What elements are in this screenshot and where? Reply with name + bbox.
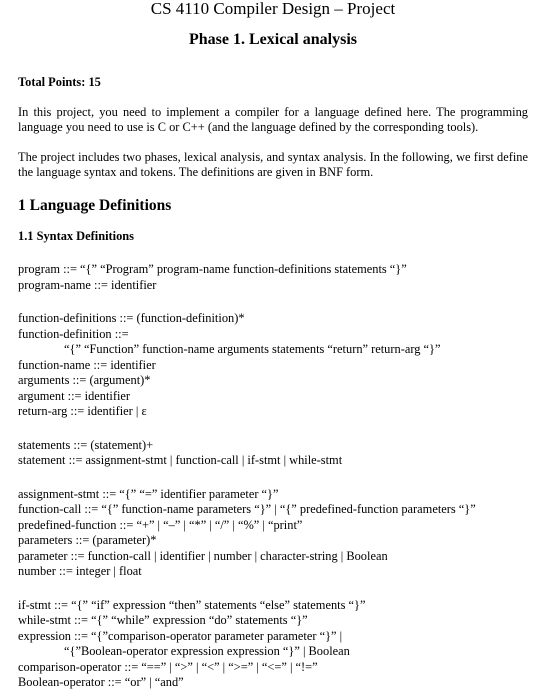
course-title: CS 4110 Compiler Design – Project — [150, 0, 396, 18]
grammar-rule: statements ::= (statement)+ — [18, 437, 154, 452]
grammar-program-group — [18, 262, 528, 293]
grammar-rule: function-name ::= identifier — [18, 357, 156, 372]
grammar-rule: program ::= “{” “Program” program-name function-definitions statements “}” — [18, 262, 407, 276]
subsection-heading: 1.1 Syntax Definitions — [18, 228, 135, 243]
grammar-control-group — [18, 598, 528, 691]
total-points: Total Points: 15 — [18, 75, 101, 89]
grammar-rule: argument ::= identifier — [18, 388, 131, 403]
grammar-rule: function-definitions ::= (function-definition)* — [18, 311, 245, 325]
grammar-rule: function-call ::= “{” function-name parameters “}” | “{” predefined-function parameters “}” — [18, 502, 476, 516]
grammar-rule: arguments ::= (argument)* — [18, 373, 151, 387]
grammar-rule: comparison-operator ::= “==” | “>” | “<” | “>=” | “<=” | “!=” — [18, 659, 318, 674]
grammar-rule: parameter ::= function-call | identifier | number | character-string | Boolean — [18, 548, 388, 563]
grammar-rule: program-name ::= identifier — [18, 277, 157, 292]
grammar-rule: Boolean-operator ::= “or” | “and” — [18, 675, 184, 689]
grammar-rule: expression ::= “{”comparison-operator parameter parameter “}” | — [18, 628, 343, 643]
grammar-statements-group — [18, 438, 528, 469]
phase-title: Phase 1. Lexical analysis — [188, 31, 357, 48]
grammar-assignment-group — [18, 487, 528, 580]
grammar-function-group — [18, 311, 528, 420]
grammar-rule: number ::= integer | float — [18, 564, 142, 578]
grammar-rule-continuation: “{” “Function” function-name arguments statements “return” return-arg “}” — [64, 342, 441, 356]
grammar-rule-continuation: “{”Boolean-operator expression expression “}” | Boolean — [64, 644, 350, 658]
section-heading: 1 Language Definitions — [18, 196, 172, 214]
grammar-rule: assignment-stmt ::= “{” “=” identifier parameter “}” — [18, 486, 279, 501]
intro-paragraph-2: The project includes two phases, lexical analysis, and syntax analysis. In the following, we first define the language syntax and tokens. The definitions are given in BNF form. — [18, 149, 528, 179]
grammar-rule: return-arg ::= identifier | ε — [18, 404, 147, 418]
grammar-rule: statement ::= assignment-stmt | function-call | if-stmt | while-stmt — [18, 453, 343, 467]
grammar-rule: while-stmt ::= “{” “while” expression “do” statements “}” — [18, 613, 308, 627]
grammar-rule: parameters ::= (parameter)* — [18, 533, 157, 547]
intro-paragraph-1: In this project, you need to implement a compiler for a language defined here. The programming language you need to use is C or C++ (and the language defined by the corresponding tools). — [18, 104, 528, 134]
grammar-rule: predefined-function ::= “+” | “–” | “*” | “/” | “%” | “print” — [18, 517, 303, 532]
grammar-rule: if-stmt ::= “{” “if” expression “then” statements “else” statements “}” — [18, 597, 366, 612]
grammar-rule: function-definition ::= — [18, 326, 129, 341]
